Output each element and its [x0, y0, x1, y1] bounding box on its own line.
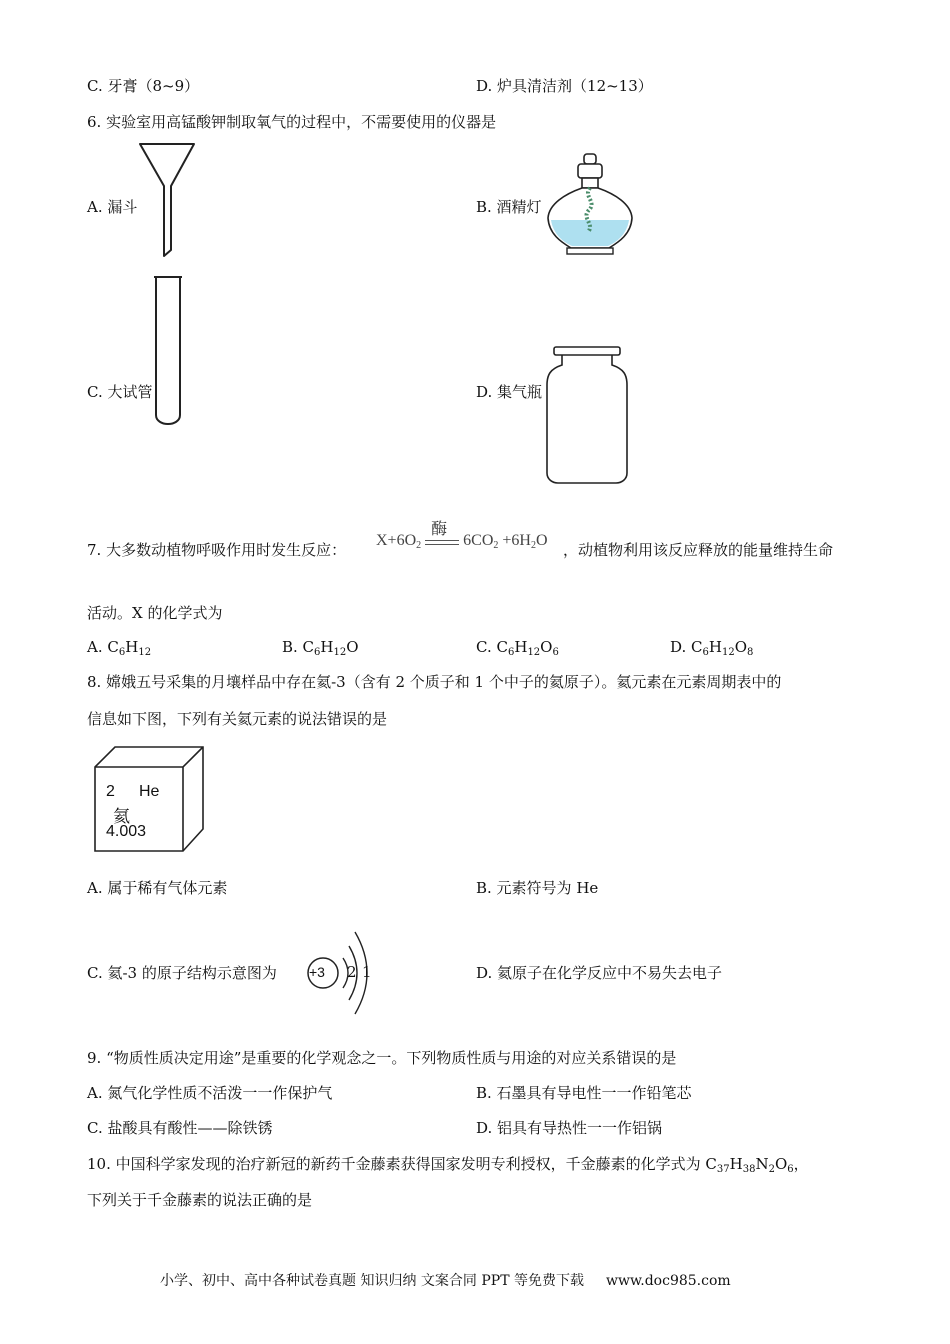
q8-option-b: B. 元素符号为 He: [476, 879, 599, 897]
q7-eq-rhs-c: O: [535, 532, 548, 549]
q9-stem: 9. “物质性质决定用途”是重要的化学观念之一。下列物质性质与用途的对应关系错误的是: [87, 1049, 677, 1067]
q7-eq-rhs-a-sub: 2: [493, 540, 499, 551]
element-number: 2: [106, 783, 115, 800]
element-name: 氦: [113, 807, 130, 827]
q9-option-b: B. 石墨具有导电性一一作铅笔芯: [476, 1084, 692, 1102]
page-footer: [160, 1270, 731, 1290]
q7-stem-line2: 活动。X 的化学式为: [87, 604, 223, 622]
q8-stem-line1: 8. 嫦娥五号采集的月壤样品中存在氦-3（含有 2 个质子和 1 个中子的氦原子）。氦元素在元素周期表中的: [87, 673, 782, 691]
atom-shell1-electrons: 2: [347, 963, 357, 981]
q7-option-c: C. $C_6H_{12}O_6$: [476, 638, 559, 658]
q7-eq-lhs-sub: 2: [416, 540, 422, 551]
q6-option-a: A. 漏斗: [87, 198, 138, 216]
q7-option-a: A. $C_6H_{12}$: [87, 638, 152, 658]
q9-option-c: C. 盐酸具有酸性——除铁锈: [87, 1119, 273, 1137]
q7-eq-condition: 酶: [431, 519, 448, 538]
q7-eq-rhs-b: +6H: [502, 532, 531, 549]
q10-stem-line2: 下列关于千金藤素的说法正确的是: [87, 1191, 313, 1209]
footer-url[interactable]: www.doc985.com: [605, 1273, 731, 1289]
q7-eq-rhs-b-sub: 2: [530, 540, 536, 551]
q9-option-d: D. 铝具有导热性一一作铝锅: [476, 1119, 663, 1137]
q6-option-d: D. 集气瓶: [476, 383, 543, 401]
test-tube-icon: [152, 275, 184, 429]
q8-option-a: A. 属于稀有气体元素: [87, 879, 228, 897]
q7-option-d: D. $C_6H_{12}O_8$: [670, 638, 754, 658]
q9-option-a: A. 氮气化学性质不活泼一一作保护气: [87, 1084, 333, 1102]
atom-structure-diagram: [305, 928, 385, 1018]
element-mass: 4.003: [106, 823, 147, 840]
q8-stem-line2: 信息如下图，下列有关氦元素的说法错误的是: [87, 710, 388, 728]
q7-eq-arrow: [425, 519, 459, 545]
q7-stem-end: ，动植物利用该反应释放的能量维持生命: [563, 541, 834, 559]
gas-bottle-icon: [544, 345, 630, 485]
q7-option-b: B. $C_6H_{12}O$: [282, 638, 359, 658]
q8-option-c: C. 氦-3 的原子结构示意图为: [87, 964, 277, 982]
q6-option-b: B. 酒精灯: [476, 198, 542, 216]
alcohol-lamp-icon: [545, 152, 635, 258]
atom-shell2-electrons: 1: [362, 963, 372, 981]
atom-nucleus-charge: +3: [309, 964, 325, 980]
funnel-icon: [138, 142, 196, 258]
element-symbol: He: [139, 783, 160, 800]
q6-option-c: C. 大试管: [87, 383, 153, 401]
footer-text: 小学、初中、高中各种试卷真题 知识归纳 文案合同 PPT 等免费下载: [160, 1273, 584, 1289]
q7-stem-start: 7. 大多数动植物呼吸作用时发生反应：: [87, 541, 347, 559]
q7-eq-lhs: X+6O: [376, 532, 417, 549]
q5-option-c: C. 牙膏（8~9）: [87, 77, 200, 95]
q10-stem-line1: 10. 中国科学家发现的治疗新冠的新药千金藤素获得国家发明专利授权，千金藤素的化学式为 $C_{37}H_{38}N_2O_6$，: [87, 1155, 809, 1175]
q7-eq-rhs-a: 6CO: [463, 532, 494, 549]
element-card-helium: [93, 745, 205, 853]
q7-equation: [376, 519, 548, 551]
q8-option-d: D. 氦原子在化学反应中不易失去电子: [476, 964, 723, 982]
q5-option-d: D. 炉具清洁剂（12~13）: [476, 77, 653, 95]
q6-stem: 6. 实验室用高锰酸钾制取氧气的过程中，不需要使用的仪器是: [87, 113, 497, 131]
